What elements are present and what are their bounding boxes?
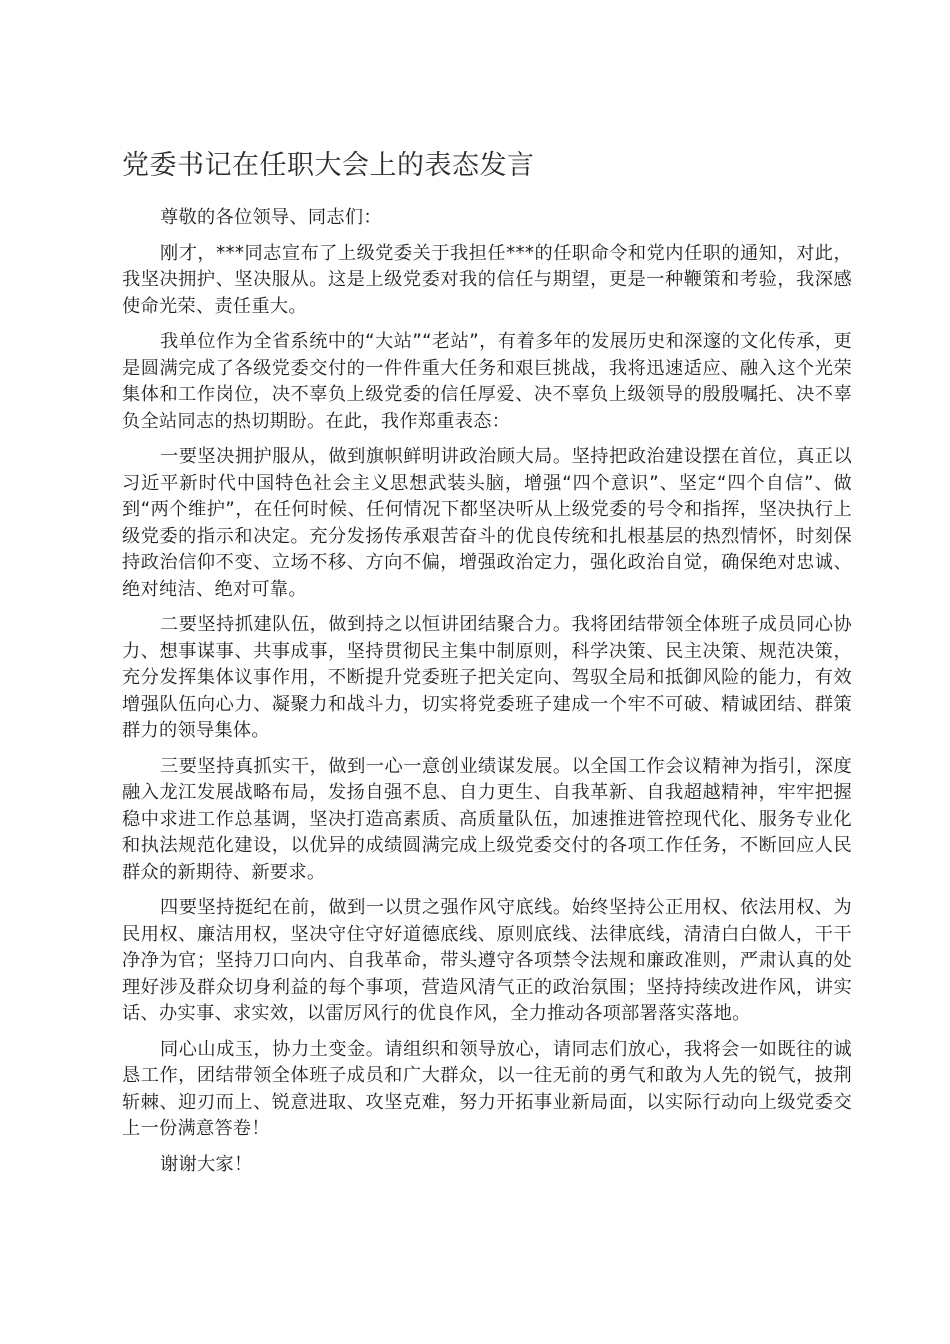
paragraph-intro: 刚才，***同志宣布了上级党委关于我担任***的任职命令和党内任职的通知，对此，我坚决拥护、坚决服从。这是上级党委对我的信任与期望，更是一种鞭策和考验，我深感使命光荣、责任重大。: [122, 242, 852, 317]
paragraph-point-3: 三要坚持真抓实干，做到一心一意创业绩谋发展。以全国工作会议精神为指引，深度融入龙江发展战略布局，发扬自强不息、自力更生、自我革新、自我超越精神，牢牢把握稳中求进工作总基调，坚决打造高素质、高质量队伍，加速推进管控现代化、服务专业化和执法规范化建设，以优异的成绩圆满完成上级党委交付的各项工作任务，不断回应人民群众的新期待、新要求。: [122, 755, 852, 883]
document-page: [122, 148, 852, 1187]
paragraph-point-4: 四要坚持挺纪在前，做到一以贯之强作风守底线。始终坚持公正用权、依法用权、为民用权、廉洁用权，坚决守住守好道德底线、原则底线、法律底线，清清白白做人，干干净净为官；坚持刀口向内、自我革命，带头遵守各项禁令法规和廉政准则，严肃认真的处理好涉及群众切身利益的每个事项，营造风清气正的政治氛围；坚持持续改进作风，讲实话、办实事、求实效，以雷厉风行的优良作风，全力推动各项部署落实落地。: [122, 897, 852, 1025]
paragraph-thanks: 谢谢大家！: [160, 1153, 253, 1175]
document-title: 党委书记在任职大会上的表态发言: [122, 150, 535, 181]
paragraph-point-1: 一要坚决拥护服从，做到旗帜鲜明讲政治顾大局。坚持把政治建设摆在首位，真正以习近平新时代中国特色社会主义思想武装头脑，增强“四个意识”、坚定“四个自信”、做到“两个维护”，在任何时候、任何情况下都坚决听从上级党委的号令和指挥，坚决执行上级党委的指示和决定。充分发扬传承艰苦奋斗的优良传统和扎根基层的热烈情怀，时刻保持政治信仰不变、立场不移、方向不偏，增强政治定力，强化政治自觉，确保绝对忠诚、绝对纯洁、绝对可靠。: [122, 446, 852, 600]
salutation: 尊敬的各位领导、同志们：: [160, 207, 382, 229]
paragraph-unit: 我单位作为全省系统中的“大站”“老站”，有着多年的发展历史和深邃的文化传承，更是圆满完成了各级党委交付的一件件重大任务和艰巨挑战，我将迅速适应、融入这个光荣集体和工作岗位，决不辜负上级党委的信任厚爱、决不辜负上级领导的殷殷嘱托、决不辜负全站同志的热切期盼。在此，我作郑重表态：: [122, 331, 852, 432]
paragraph-closing: 同心山成玉，协力土变金。请组织和领导放心，请同志们放心，我将会一如既往的诚恳工作，团结带领全体班子成员和广大群众，以一往无前的勇气和敢为人先的锐气，披荆斩棘、迎刃而上、锐意进取、攻坚克难，努力开拓事业新局面，以实际行动向上级党委交上一份满意答卷！: [122, 1038, 852, 1140]
paragraph-point-2: 二要坚持抓建队伍，做到持之以恒讲团结聚合力。我将团结带领全体班子成员同心协力、想事谋事、共事成事，坚持贯彻民主集中制原则，科学决策、民主决策、规范决策，充分发挥集体议事作用，不断提升党委班子把关定向、驾驭全局和抵御风险的能力，有效增强队伍向心力、凝聚力和战斗力，切实将党委班子建成一个牢不可破、精诚团结、群策群力的领导集体。: [122, 614, 852, 742]
